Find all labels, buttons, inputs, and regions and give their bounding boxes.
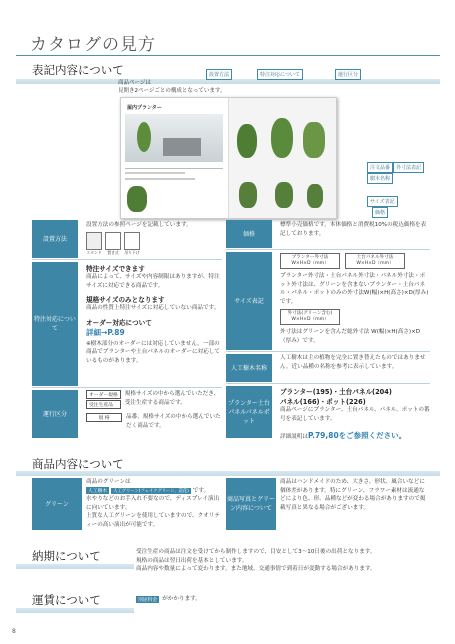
label-planter-panel: プランター土台パネルパネルポット — [226, 386, 272, 438]
box-panel-size — [345, 253, 405, 269]
callout-operation: 運行区分 — [335, 69, 361, 80]
custom-detail-link[interactable]: 詳細→P.89 — [86, 327, 125, 337]
planter-panel-content — [280, 386, 430, 442]
tag-artificial-tree: 人工樹木 — [88, 489, 108, 495]
tag-made-to-order: 受注生産品 — [86, 400, 121, 409]
callout-tree-name: 樹木名称 — [367, 173, 393, 184]
custom-t2: 商品の性質上特注サイズに対応していない商品です。 — [86, 305, 220, 311]
page-title: カタログの見方 — [30, 35, 156, 55]
box1-line2: W×H×D（mm） — [291, 261, 329, 266]
section-shipping-title: 運賃について — [32, 593, 101, 607]
label-custom: 特注対応について — [32, 262, 78, 386]
divider — [226, 351, 430, 352]
divider — [226, 383, 430, 384]
tag-extra-charge: 別途料金 — [138, 597, 158, 603]
page-intro — [118, 79, 225, 95]
stand-icon-wrap — [86, 232, 102, 256]
divider — [32, 387, 222, 388]
box-planter-size — [280, 253, 340, 269]
custom-h3: オーダー対応について — [86, 318, 152, 327]
divider — [32, 259, 222, 260]
box2-line2: W×H×D（mm） — [356, 261, 394, 266]
section-shipping-bar — [16, 608, 134, 613]
hang-label: 吊り下げ — [124, 250, 140, 255]
custom-t3: ※樹木部分のオーダーには対応していません。一部の商品でプランターや土台パネルのオーダーに対応しているものがあります。 — [86, 340, 221, 364]
preview-room-photo — [125, 114, 223, 162]
operation-t1: 規格サイズの中から選んでいただき、受注生産する商品です。 — [124, 391, 220, 406]
custom-h1: 特注サイズできます — [86, 265, 145, 273]
preview-category: 屋内プランター — [127, 105, 162, 111]
install-icons — [86, 232, 140, 256]
section-product-bar — [16, 471, 440, 476]
delivery-t3: 商品内容や数量によって変わります。また地域、交通事情で到着日が変動する場合があります。 — [136, 566, 376, 572]
callout-install: 設置方法 — [206, 69, 232, 80]
size-text1: プランター外寸法・土台パネル外寸法・パネル外寸法・ポット外寸法は、グリーンを含まないプランター・土台パネル・パネル・ポットのみの外寸法W(幅)×H(高さ)×D(厚み)です。 — [280, 273, 429, 305]
planter-line2: パネル(166)・ポット(226) — [280, 398, 366, 406]
size-text2: 外寸法はグリーンを含んだ総外寸法 W(幅)×H(高さ)×D（厚み）です。 — [280, 329, 421, 344]
preview-left-page — [121, 98, 229, 218]
preview-plant-icon — [271, 118, 293, 158]
preview-text-line — [125, 172, 185, 174]
label-tree-name: 人工樹木名称 — [226, 354, 272, 382]
tag-standard: 規 格 — [86, 413, 122, 422]
callout-custom: 特注対応について — [257, 69, 303, 80]
preview-plant-icon — [275, 182, 293, 208]
box1-line1: プランター外寸法 — [291, 255, 329, 260]
callout-outer-size: 外寸法表記 — [393, 162, 424, 173]
custom-content — [86, 263, 222, 365]
title-rule — [16, 55, 440, 56]
preview-line — [125, 168, 223, 169]
delivery-content — [136, 548, 436, 574]
delivery-t2: 規格の商品は翌日出荷を基本としています。 — [136, 557, 248, 564]
planter-detail-prefix: 詳細説明は — [280, 434, 308, 440]
tree-name-text: 人工樹木は主の植物を完全に置き替えたものではありません。近い品種の名称を参考に表示しています。 — [280, 355, 426, 370]
preview-right-page — [231, 104, 331, 214]
page-intro-line1: 商品ページは — [118, 80, 151, 86]
preview-sofa-icon — [163, 138, 201, 156]
box3-line1: 外寸法(グリーン含む) — [287, 311, 333, 316]
planter-text: 商品ページにプランター、土台パネル、パネル、ポットの番号を表記しています。 — [280, 407, 430, 422]
preview-tree-icon — [137, 122, 151, 152]
custom-t1: 商品によって、サイズや内容制限はありますが、特注サイズに対応できる商品です。 — [86, 274, 220, 289]
tag-order-spec: オーダー規格 — [86, 390, 121, 399]
hang-icon-wrap — [124, 232, 140, 256]
stand-icon — [86, 232, 102, 250]
custom-h2: 規格サイズのみとなります — [86, 296, 165, 304]
label-price: 価格 — [226, 220, 272, 248]
green-t2: 水やりなどのお手入れ不要なので、ディスプレイ演出に向いています。 — [86, 496, 220, 511]
catalog-preview — [120, 97, 337, 219]
tag-artificial-green: 人工グリーン(フェイクグリーン、造花) — [113, 488, 189, 494]
label-size: サイズ表記 — [226, 252, 272, 350]
preview-plant-icon — [303, 122, 325, 158]
planter-line1: プランター(195)・土台パネル(204) — [280, 388, 392, 396]
label-photo: 商品写真とグリーン内容について — [226, 478, 276, 530]
size-content — [280, 253, 430, 345]
section-display-title: 表記内容について — [32, 63, 124, 77]
photo-text: 商品はハンドメイドのため、大きさ、形状、風合いなどに個体差があります。特にグリーン、フラワー素材は流通などにより色、形、品種などが変わる場合がありますので掲載写真と異なる場合がございます。 — [280, 479, 426, 511]
box2-line1: 土台パネル外寸法 — [356, 255, 394, 260]
price-text: 標準小売価格です。本体価格と消費税10%の税込価格を表記しております。 — [280, 222, 427, 237]
divider — [226, 249, 430, 250]
preview-text-line — [125, 178, 195, 180]
preview-plant-icon — [307, 184, 323, 208]
shipping-text: がかかります。 — [162, 596, 201, 602]
hang-icon — [124, 232, 140, 250]
label-operation: 運行区分 — [32, 390, 78, 438]
planter-detail-link[interactable]: P.79,80をご参照ください。 — [307, 431, 407, 440]
section-delivery-title: 納期について — [32, 549, 101, 563]
preview-plant-icon — [127, 186, 147, 212]
place-icon — [105, 232, 121, 250]
operation-t2: 品番、規格サイズの中から選んでいただく商品です。 — [126, 414, 221, 429]
shipping-content — [136, 595, 201, 604]
callout-order-no: 注文品番 — [367, 162, 393, 173]
green-content — [86, 478, 220, 529]
green-t3: 上質な人工グリーンを使用していますので、クオリティーの高い演出が可能です。 — [86, 513, 220, 528]
label-install: 設置方法 — [32, 220, 78, 258]
page-number: 8 — [12, 628, 16, 635]
green-t1: 商品のグリーンは — [86, 479, 131, 485]
box3-line2: W×H×D（mm） — [291, 317, 329, 322]
section-product-title: 商品内容について — [32, 457, 124, 471]
stand-label: スタンド — [86, 250, 102, 255]
box-outer-size — [280, 309, 340, 325]
place-icon-wrap — [105, 232, 121, 256]
callout-size: サイズ表記 — [367, 196, 398, 207]
callout-price: 価格 — [372, 207, 388, 218]
label-green: グリーン — [32, 478, 82, 530]
page-intro-line2: 見開き2ページごとの構成となっています。 — [118, 88, 226, 94]
section-delivery-bar — [16, 564, 134, 569]
operation-content — [86, 390, 222, 430]
preview-plant-icon — [237, 124, 257, 158]
install-text: 設置方法の参照ページを記載しています。 — [86, 222, 192, 228]
green-t1b: です。 — [192, 487, 210, 494]
delivery-t1: 受注生産の商品は注文を受けてから制作しますので、目安として3～10日後の出荷となります。 — [136, 549, 376, 555]
place-label: 置き式 — [107, 250, 119, 255]
preview-plant-icon — [239, 182, 257, 208]
